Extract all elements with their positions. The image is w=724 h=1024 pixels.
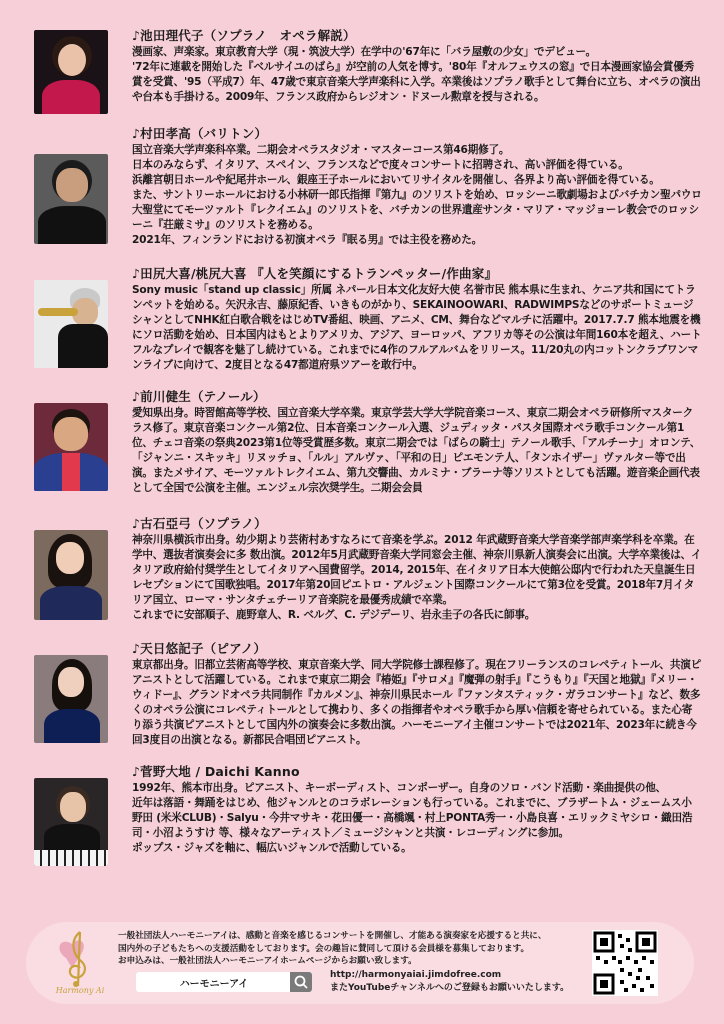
artist-bio xyxy=(132,143,702,248)
organization-about xyxy=(118,930,548,968)
artist-bio xyxy=(132,45,702,105)
search-box[interactable] xyxy=(136,972,312,992)
about-line: 国内外の子どもたちへの支援活動をしております。会の趣旨に賛同して頂ける会員様を募集しております。 xyxy=(118,943,530,954)
bio-paragraph: 浜離宮朝日ホールや紀尾井ホール、銀座王子ホールにおいてリサイタルを開催し、各界より高い評価を得ている。 xyxy=(132,174,660,186)
artist-bio xyxy=(132,533,702,623)
treble-clef-heart-icon xyxy=(50,928,106,988)
bio-paragraph: 愛知県出身。時習館高等学校、国立音楽大学卒業。東京学芸大学大学院音楽コース、東京二期会オペラ研修所マスタークラス修了。東京音楽コンクール第2位、日本音楽コンクール入選、ジュディッタ・パスタ国際オペラ歌手コンクール第1位、チェコ音楽の祭典2023第1位等受賞歴多数。東京二期会では「ばらの騎士」テノール歌手、「アルチーナ」オロンテ、「ジャンニ・スキッキ」リヌッチョ、「ルル」アルヴァ、「平和の日」ピエモンテ人、「タンホイザー」ヴァルター等で出演。またメサイア、モーツァルトレクイエム、第九交響曲、カルミナ・ブラーナ等ソリストとしても活躍。遊音楽企画代表として全国で公演を主催。エンジェル宗次奨学生。二期会会員 xyxy=(132,407,701,494)
artist-bio xyxy=(132,781,702,856)
artist-photo xyxy=(34,280,108,368)
bio-paragraph: ポップス・ジャズを軸に、幅広いジャンルで活動している。 xyxy=(132,842,412,854)
bio-paragraph: 漫画家、声楽家。東京教育大学（現・筑波大学）在学中の'67年に「バラ屋敷の少女」でデビュー。 xyxy=(132,46,596,58)
artist-photo xyxy=(34,655,108,743)
about-line: お申込みは、一般社団法人ハーモニーアイホームページからお願い致します。 xyxy=(118,956,417,966)
artist-photo xyxy=(34,530,108,620)
bio-paragraph: 神奈川県横浜市出身。幼少期より芸術村あすなろにて音楽を学ぶ。2012 年武蔵野音楽大学音楽学部声楽学科を卒業。在学中、選抜者演奏会に多 数出演。2012年5月武蔵野音楽大学同窓会主催、神奈川県新人演奏会に出演。大学卒業後は、イタリア政府給付奨学生としてイタリアへ国費留学。2014, 2015年、在イタリア日本大使館公邸内で行われた天皇誕生日レセプションにて国歌独唱。2017年第20回ピエトロ・アルジェント国際コンクールにて第3位を受賞。2018年7月イタリア国立、ローマ・サンタチェチーリア音楽院を最優秀成績で卒業。 xyxy=(132,534,702,606)
organization-footer xyxy=(26,922,694,1004)
artist-photo xyxy=(34,154,108,244)
artist-name: ♪村田孝高（バリトン） xyxy=(132,126,268,141)
artist-photo xyxy=(34,778,108,866)
artist-name: ♪池田理代子（ソプラノ オペラ解説） xyxy=(132,28,356,43)
artist-name: ♪古石亞弓（ソプラノ） xyxy=(132,516,267,531)
bio-paragraph: 東京都出身。旧都立芸術高等学校、東京音楽大学、同大学院修士課程修了。現在フリーランスのコレペティトール、共演ピアニストとして活躍している。これまで東京二期会『椿姫』『サロメ』『魔弾の射手』『こうもり』『天国と地獄』『メリー・ウィドー』、グランドオペラ共同制作『カルメン』、神奈川県民ホール『ファンタスティック・ガラコンサート』など、数多くのオペラ公演にコレペティトールとして携わり、多くの指揮者やオペラ歌手から厚い信頼を寄せられている。また心寄り添う共演ピアニストとして国内外の演奏会に多数出演。ハーモニーアイ主催コンサートでは2021年、2023年に続き今回3度目の出演となる。新都民合唱団ピアニスト。 xyxy=(132,659,702,746)
search-button[interactable] xyxy=(290,972,312,992)
bio-paragraph: これまでに安部順子、鹿野章人、R. ベルグ、C. デジデーリ、岩永圭子の各氏に師事。 xyxy=(132,609,536,621)
bio-paragraph: 国立音楽大学声楽科卒業。二期会オペラスタジオ・マスターコース第46期修了。 xyxy=(132,144,510,156)
artist-bio xyxy=(132,406,702,496)
bio-paragraph: 1992年、熊本市出身。ピアニスト、キーボーディスト、コンポーザー。自身のソロ・バンド活動・楽曲提供の他、 xyxy=(132,782,667,794)
artist-name: ♪菅野大地 / Daichi Kanno xyxy=(132,764,300,779)
artist-bio xyxy=(132,283,702,373)
youtube-note: またYouTubeチャンネルへのご登録もお願いいたします。 xyxy=(330,983,570,993)
artist-photo xyxy=(34,30,108,114)
bio-paragraph: また、サントリーホールにおける小林研一郎氏指揮『第九』のソリストを始め、ロッシーニ歌劇場およびバチカン聖パウロ大聖堂にてモーツァルト『レクイエム』のソリストを、バチカンの世界遺産サンタ・マリア・マッジョーレ教会でのロッシーニ『荘厳ミサ』のソリストを務める。 xyxy=(132,189,702,231)
artist-name: ♪田尻大喜/桃尻大喜 『人を笑顔にするトランペッター/作曲家』 xyxy=(132,266,498,281)
qr-code[interactable] xyxy=(592,930,658,996)
artist-bio xyxy=(132,658,702,748)
bio-paragraph: 2021年、フィンランドにおける初演オペラ『眠る男』では主役を務めた。 xyxy=(132,234,483,246)
bio-paragraph: 近年は落語・舞踊をはじめ、他ジャンルとのコラボレーションも行っている。これまでに、ブラザートム・ジェームス小野田 (米米CLUB)・Salyu・今井マサキ・花田優一・高橋颯・村上PONTA秀一・小島良喜・エリックミヤシロ・織田浩司・小沼ようすけ 等、様々なアーティスト／ミュージシャンと共演・レコーディングに参加。 xyxy=(132,797,693,839)
logo-text: Harmony Ai xyxy=(55,986,105,995)
artist-name: ♪天日悠記子（ピアノ） xyxy=(132,641,267,656)
artist-name: ♪前川健生（テノール） xyxy=(132,389,266,404)
artist-photo xyxy=(34,403,108,491)
bio-paragraph: '72年に連載を開始した『ベルサイユのばら』が空前の人気を博す。'80年『オルフェウスの窓』で日本漫画家協会賞優秀賞を受賞、'95（平成7）年、47歳で東京音楽大学声楽科に入学。卒業後はソプラノ歌手として舞台に立ち、オペラの演出や台本も手掛ける。2009年、フランス政府からレジオン・ドヌール勲章を授与される。 xyxy=(132,61,701,103)
bio-paragraph: Sony music「stand up classic」所属 ネパール日本文化友好大使 名誉市民 熊本県に生まれ、ケニア共和国にてトランペットを始める。矢沢永吉、藤原紀香、いきものがかり、SEKAINOOWARI、RADWIMPSなどのサポートミュージシャンとしてNHK紅白歌合戦をはじめTV番組、映画、アニメ、CM、舞台などマルチに活躍中。2017.7.7 熊本地震を機にソロ活動を始め、日本国内はもとよりアメリカ、アジア、ヨーロッパ、アフリカ等その公演は年間160本を超え、ハートフルなプレイで観客を魅了し続けている。これまでに4作のフルアルバムをリリース。11/20丸の内コットンクラブワンマンライブに向けて、2度目となる47都道府県ツアーを敢行中。 xyxy=(132,284,702,371)
search-query-text[interactable]: ハーモニーアイ xyxy=(179,979,249,990)
search-icon xyxy=(290,972,312,992)
harmony-ai-logo xyxy=(50,928,106,1000)
about-line: 一般社団法人ハーモニーアイは、感動と音楽を感じるコンサートを開催し、才能ある演奏家を応援すると共に、 xyxy=(118,931,547,941)
qr-code-image xyxy=(592,930,658,996)
contact-info xyxy=(330,969,569,995)
bio-paragraph: 日本のみならず、イタリア、スペイン、フランスなどで度々コンサートに招聘され、高い評価を得ている。 xyxy=(132,159,629,171)
website-link[interactable]: http://harmonyaiai.jimdofree.com xyxy=(330,970,502,980)
